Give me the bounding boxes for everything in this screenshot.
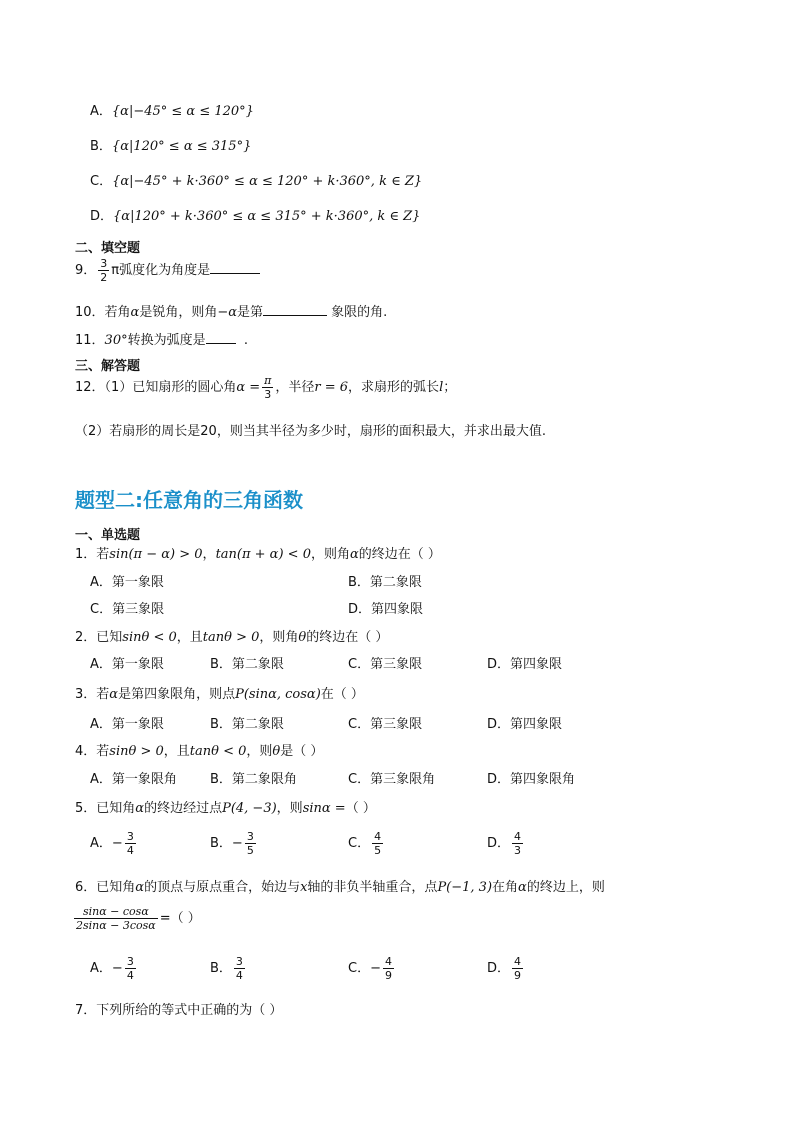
q11-answer-blank (206, 331, 236, 344)
q8-option-c-expr: {α|−45° + k·360° ≤ α ≤ 120° + k·360°, k ∈ Z} (112, 174, 423, 189)
question-4: 4．若sinθ > 0，且tanθ < 0，则θ是（ ） (75, 744, 324, 759)
q12-fraction: $\frac{\pi}{3}$ (264, 374, 272, 401)
question-11: 11．30°转换为弧度是 . (75, 333, 249, 348)
q4-option-b: B．第二象限角 (210, 772, 297, 787)
q1-option-c: C．第三象限 (90, 602, 165, 617)
question-12-part-1: 12．（1）已知扇形的圆心角α = $\frac{\pi}{3}$ ，半径r = 6，求扇形的弧长l； (75, 374, 457, 401)
question-10: 10．若角α是锐角，则角−α是第 象限的角. (75, 305, 388, 320)
q2-option-c: C．第三象限 (348, 657, 423, 672)
q9-answer-blank (210, 261, 260, 274)
q10-answer-blank (263, 303, 327, 316)
q6-expression: $\frac{\sin\alpha - \cos\alpha}{2\sin\alpha - 3\cos\alpha}$ =（ ） (76, 905, 201, 932)
question-7: 7．下列所给的等式中正确的为（ ） (75, 1003, 283, 1018)
q4-option-a: A．第一象限角 (90, 772, 177, 787)
q8-option-b-expr: {α|120° ≤ α ≤ 315°} (111, 139, 252, 154)
q3-option-a: A．第一象限 (90, 717, 164, 732)
q3-option-b: B．第二象限 (210, 717, 284, 732)
q9-fraction: $\frac{3}{2}$ (100, 257, 108, 284)
q8-option-a-expr: {α|−45° ≤ α ≤ 120°} (111, 104, 254, 119)
q6-option-c: C．− $\frac{4}{9}$ (348, 955, 392, 982)
q3-option-d: D．第四象限 (487, 717, 563, 732)
q3-option-c: C．第三象限 (348, 717, 423, 732)
fill-in-heading: 二、填空题 (75, 241, 141, 256)
q8-option-b: B．{α|120° ≤ α ≤ 315°} (90, 139, 252, 154)
question-1: 1．若sin(π − α) > 0，tan(π + α) < 0，则角α的终边在（ ） (75, 547, 441, 562)
q2-option-b: B．第二象限 (210, 657, 284, 672)
q6-option-d: D． $\frac{4}{9}$ (487, 955, 522, 982)
q5-option-a: A．− $\frac{3}{4}$ (90, 830, 134, 857)
q8-option-d-expr: {α|120° + k·360° ≤ α ≤ 315° + k·360°, k ∈ Z} (113, 209, 421, 224)
question-3: 3．若α是第四象限角，则点P(sinα, cosα)在（ ） (75, 687, 364, 702)
question-5: 5．已知角α的终边经过点P(4, −3)，则sinα =（ ） (75, 801, 376, 816)
q5-option-b: B．− $\frac{3}{5}$ (210, 830, 254, 857)
section-title: 题型二:任意角的三角函数 (75, 488, 303, 512)
question-2: 2．已知sinθ < 0，且tanθ > 0，则角θ的终边在（ ） (75, 630, 389, 645)
q1-option-a: A．第一象限 (90, 575, 164, 590)
q8-option-a: A．{α|−45° ≤ α ≤ 120°} (90, 104, 254, 119)
q2-option-a: A．第一象限 (90, 657, 164, 672)
q4-option-c: C．第三象限角 (348, 772, 436, 787)
question-9: 9． $\frac{3}{2}$ π弧度化为角度是 (75, 257, 260, 284)
q6-fraction: $\frac{\sin\alpha - \cos\alpha}{2\sin\alpha - 3\cos\alpha}$ (76, 905, 156, 932)
q6-option-a: A．− $\frac{3}{4}$ (90, 955, 134, 982)
q6-option-b: B． $\frac{3}{4}$ (210, 955, 243, 982)
answer-questions-heading: 三、解答题 (75, 359, 141, 374)
question-6: 6．已知角α的顶点与原点重合，始边与x轴的非负半轴重合，点P(−1, 3)在角α的终边上，则 (75, 880, 605, 895)
q4-option-d: D．第四象限角 (487, 772, 576, 787)
q1-option-b: B．第二象限 (348, 575, 422, 590)
single-choice-heading: 一、单选题 (75, 528, 141, 543)
q5-option-d: D． $\frac{4}{3}$ (487, 830, 522, 857)
q1-option-d: D．第四象限 (348, 602, 424, 617)
question-12-part-2: （2）若扇形的周长是20，则当其半径为多少时，扇形的面积最大，并求出最大值. (75, 424, 546, 439)
q8-option-c: C．{α|−45° + k·360° ≤ α ≤ 120° + k·360°, k ∈ Z} (90, 174, 423, 189)
q2-option-d: D．第四象限 (487, 657, 563, 672)
q8-option-d: D．{α|120° + k·360° ≤ α ≤ 315° + k·360°, k ∈ Z} (90, 209, 421, 224)
q5-option-c: C． $\frac{4}{5}$ (348, 830, 382, 857)
